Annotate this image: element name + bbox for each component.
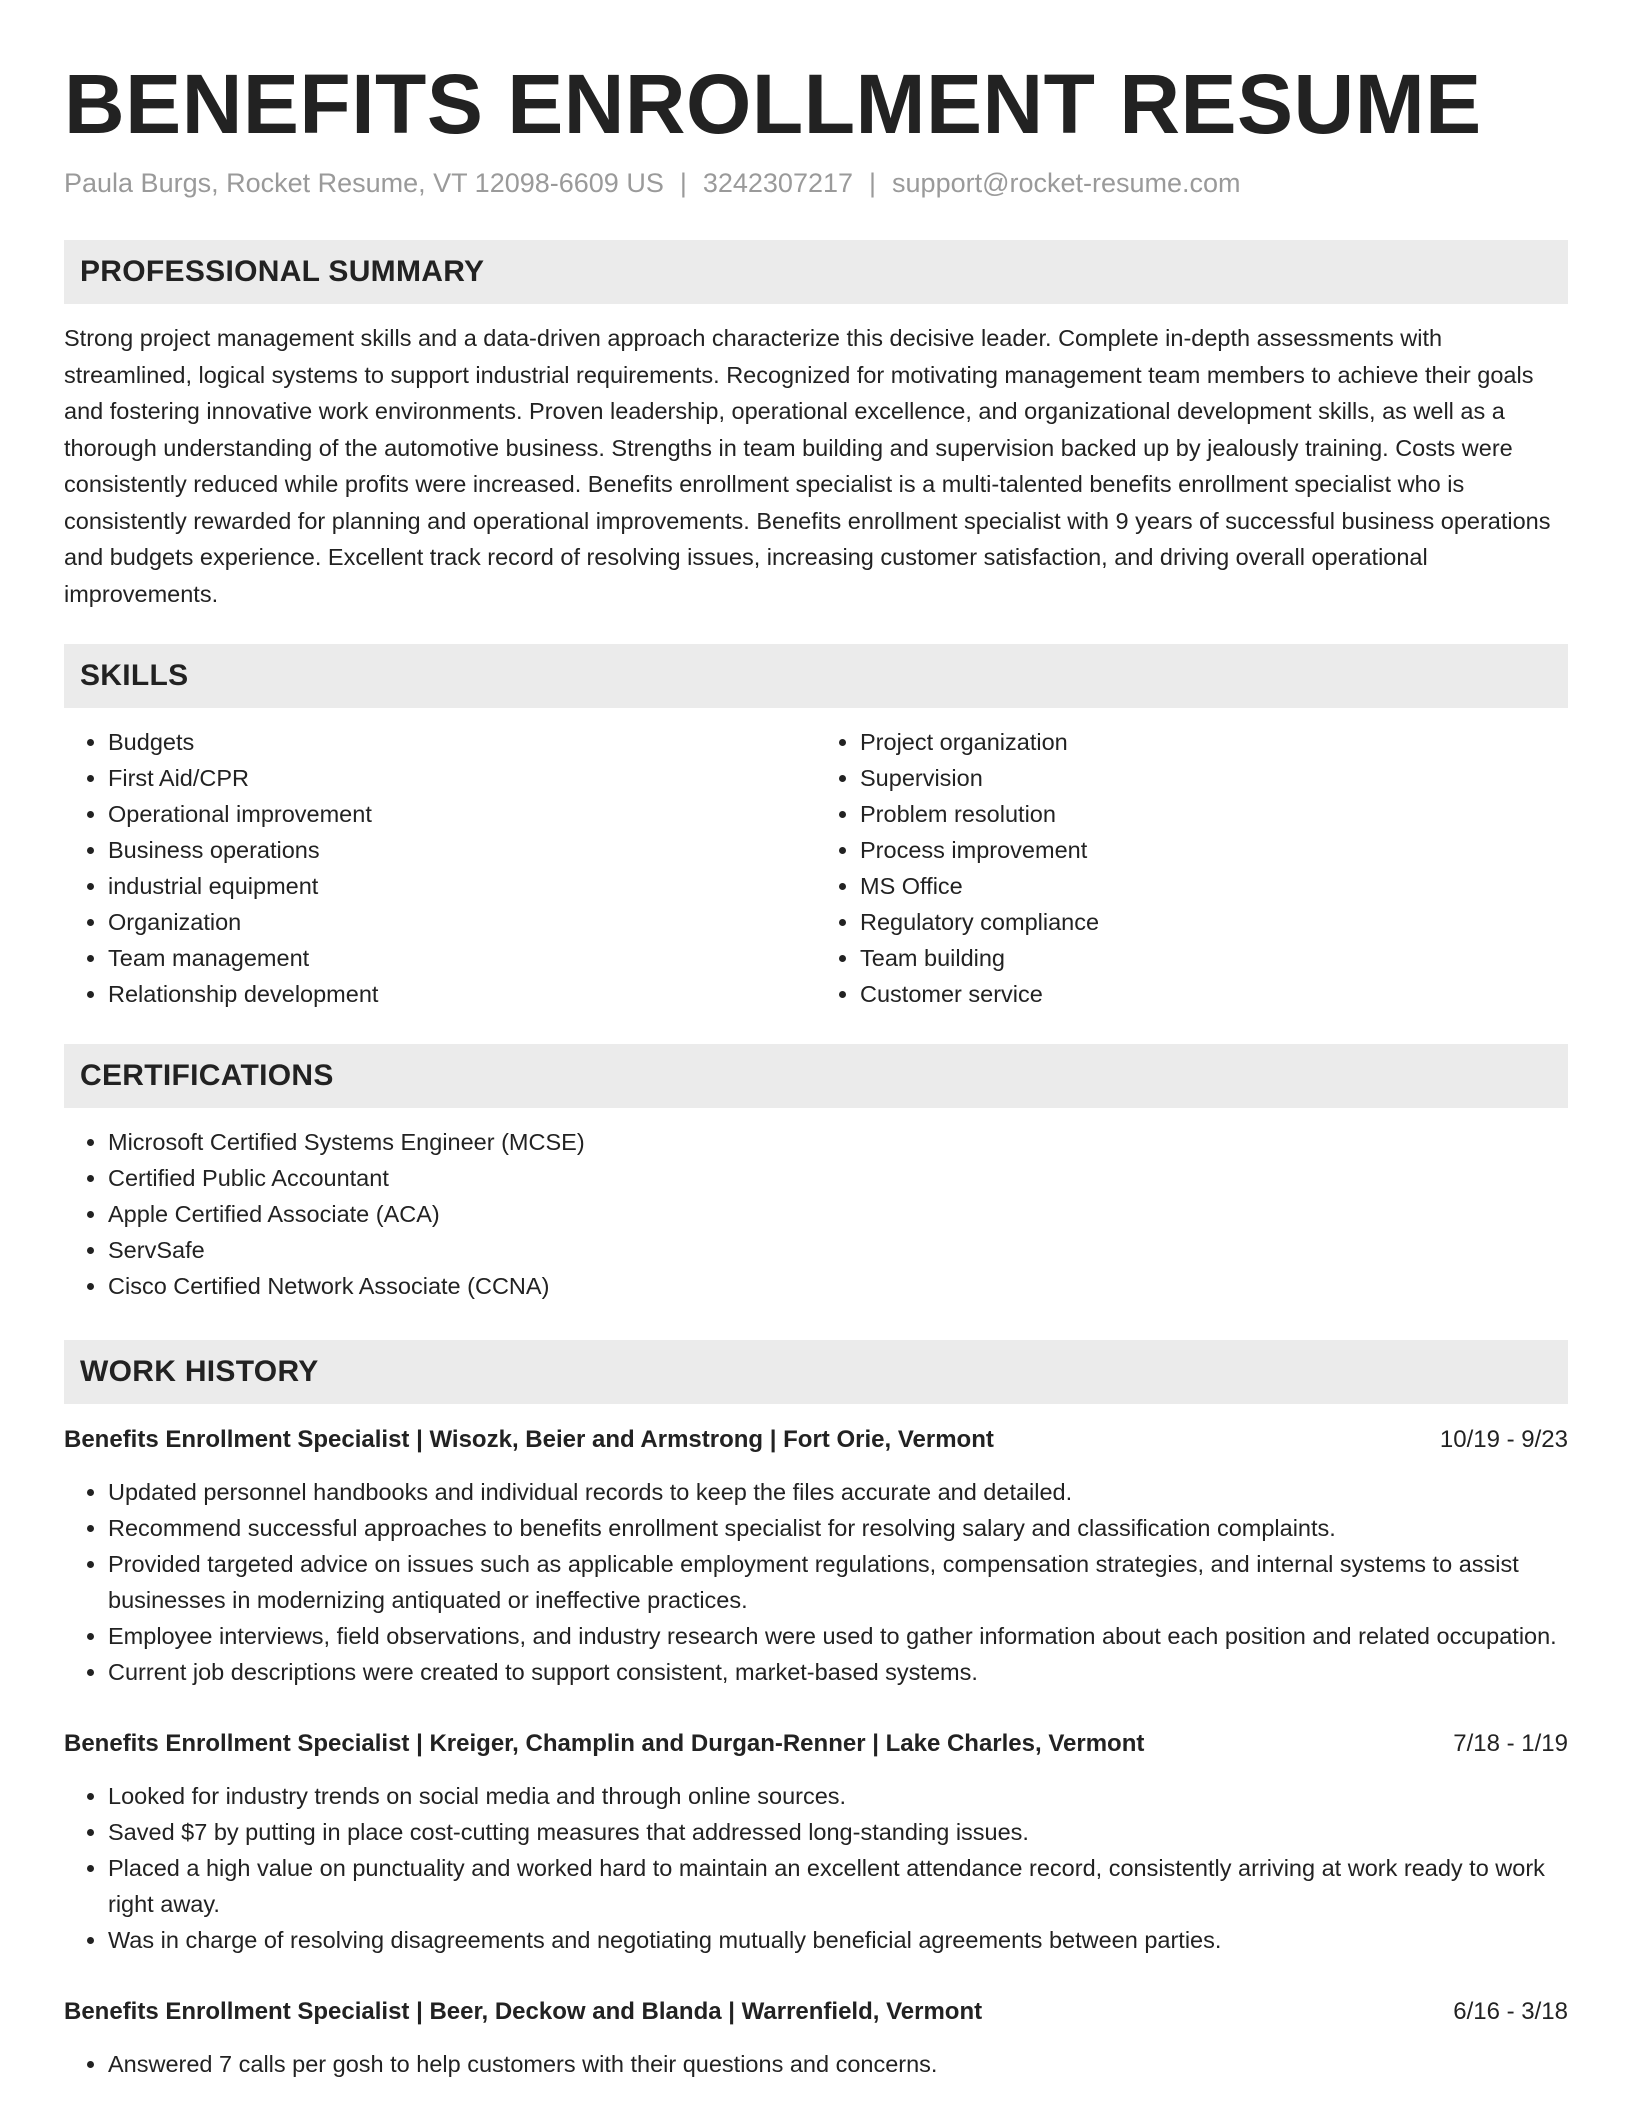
job-bullet: • Saved $7 by putting in place cost-cutting measures that addressed long-standing issues. bbox=[108, 1814, 1568, 1850]
job-bullets bbox=[64, 2046, 1568, 2082]
skills-list-left bbox=[64, 724, 816, 1012]
skill-item: • Organization bbox=[108, 904, 816, 940]
job-bullet: • Provided targeted advice on issues such as applicable employment regulations, compensation strategies, and internal systems to assist businesses in modernizing antiquated or ineffective practices. bbox=[108, 1546, 1568, 1618]
job-title: Benefits Enrollment Specialist | Kreiger, Champlin and Durgan-Renner | Lake Charles, Vermont bbox=[64, 1730, 1145, 1757]
certification-item: • Microsoft Certified Systems Engineer (MCSE) bbox=[108, 1124, 1568, 1160]
job-entry bbox=[64, 1994, 1568, 2082]
certifications-list bbox=[64, 1124, 1568, 1304]
certifications-heading: CERTIFICATIONS bbox=[64, 1044, 1568, 1108]
skill-item: • Supervision bbox=[860, 760, 1568, 796]
job-header bbox=[64, 1726, 1568, 1762]
certification-item: • Apple Certified Associate (ACA) bbox=[108, 1196, 1568, 1232]
job-bullets bbox=[64, 1778, 1568, 1958]
resume-title: BENEFITS ENROLLMENT RESUME bbox=[64, 57, 1482, 151]
skill-item: • Project organization bbox=[860, 724, 1568, 760]
job-header bbox=[64, 1422, 1568, 1458]
certification-item: • Certified Public Accountant bbox=[108, 1160, 1568, 1196]
skill-item: • Customer service bbox=[860, 976, 1568, 1012]
skill-item: • Process improvement bbox=[860, 832, 1568, 868]
certification-item: • ServSafe bbox=[108, 1232, 1568, 1268]
job-title: Benefits Enrollment Specialist | Wisozk, Beier and Armstrong | Fort Orie, Vermont bbox=[64, 1426, 994, 1453]
job-header bbox=[64, 1994, 1568, 2030]
contact-address: Paula Burgs, Rocket Resume, VT 12098-6609 US bbox=[64, 168, 664, 198]
job-bullet: • Looked for industry trends on social media and through online sources. bbox=[108, 1778, 1568, 1814]
skill-item: • Problem resolution bbox=[860, 796, 1568, 832]
work-history-heading: WORK HISTORY bbox=[64, 1340, 1568, 1404]
skill-item: • Business operations bbox=[108, 832, 816, 868]
summary-heading: PROFESSIONAL SUMMARY bbox=[64, 240, 1568, 304]
contact-line bbox=[64, 166, 1568, 200]
skill-item: • Budgets bbox=[108, 724, 816, 760]
summary-text: Strong project management skills and a data-driven approach characterize this decisive leader. Complete in-depth assessments with streamlined, logical systems to support industrial requirements. Recognized for motivating management team members to achieve their goals and fostering innovative work environments. Proven leadership, operational excellence, and organizational development skills, as well as a thorough understanding of the automotive business. Strengths in team building and supervision backed up by jealously training. Costs were consistently reduced while profits were increased. Benefits enrollment specialist is a multi-talented benefits enrollment specialist who is consistently rewarded for planning and operational improvements. Benefits enrollment specialist with 9 years of successful business operations and budgets experience. Excellent track record of resolving issues, increasing customer satisfaction, and driving overall operational improvements. bbox=[64, 325, 1551, 607]
job-bullet: • Placed a high value on punctuality and worked hard to maintain an excellent attendance record, consistently arriving at work ready to work right away. bbox=[108, 1850, 1568, 1922]
job-bullet: • Answered 7 calls per gosh to help customers with their questions and concerns. bbox=[108, 2046, 1568, 2082]
skill-item: • First Aid/CPR bbox=[108, 760, 816, 796]
job-bullet: • Was in charge of resolving disagreements and negotiating mutually beneficial agreements between parties. bbox=[108, 1922, 1568, 1958]
job-bullet: • Current job descriptions were created to support consistent, market-based systems. bbox=[108, 1654, 1568, 1690]
contact-separator: | bbox=[869, 168, 877, 198]
skill-item: • Team management bbox=[108, 940, 816, 976]
skills-heading: SKILLS bbox=[64, 644, 1568, 708]
skills-list-right bbox=[816, 724, 1568, 1012]
certification-item: • Cisco Certified Network Associate (CCNA) bbox=[108, 1268, 1568, 1304]
skill-item: • industrial equipment bbox=[108, 868, 816, 904]
skill-item: • Regulatory compliance bbox=[860, 904, 1568, 940]
contact-separator: | bbox=[679, 168, 687, 198]
skills-columns bbox=[64, 708, 1568, 1012]
job-title: Benefits Enrollment Specialist | Beer, Deckow and Blanda | Warrenfield, Vermont bbox=[64, 1998, 983, 2025]
job-dates: 6/16 - 3/18 bbox=[1453, 1998, 1568, 2025]
contact-phone: 3242307217 bbox=[702, 168, 854, 198]
job-bullet: • Updated personnel handbooks and individual records to keep the files accurate and detailed. bbox=[108, 1474, 1568, 1510]
job-dates: 10/19 - 9/23 bbox=[1439, 1426, 1568, 1453]
skill-item: • MS Office bbox=[860, 868, 1568, 904]
job-bullet: • Employee interviews, field observations, and industry research were used to gather information about each position and related occupation. bbox=[108, 1618, 1568, 1654]
job-entry bbox=[64, 1726, 1568, 1958]
skill-item: • Team building bbox=[860, 940, 1568, 976]
job-bullet: • Recommend successful approaches to benefits enrollment specialist for resolving salary and classification complaints. bbox=[108, 1510, 1568, 1546]
skill-item: • Relationship development bbox=[108, 976, 816, 1012]
contact-email: support@rocket-resume.com bbox=[892, 168, 1241, 198]
job-entry bbox=[64, 1422, 1568, 1690]
job-bullets bbox=[64, 1474, 1568, 1690]
skill-item: • Operational improvement bbox=[108, 796, 816, 832]
job-dates: 7/18 - 1/19 bbox=[1453, 1730, 1568, 1757]
